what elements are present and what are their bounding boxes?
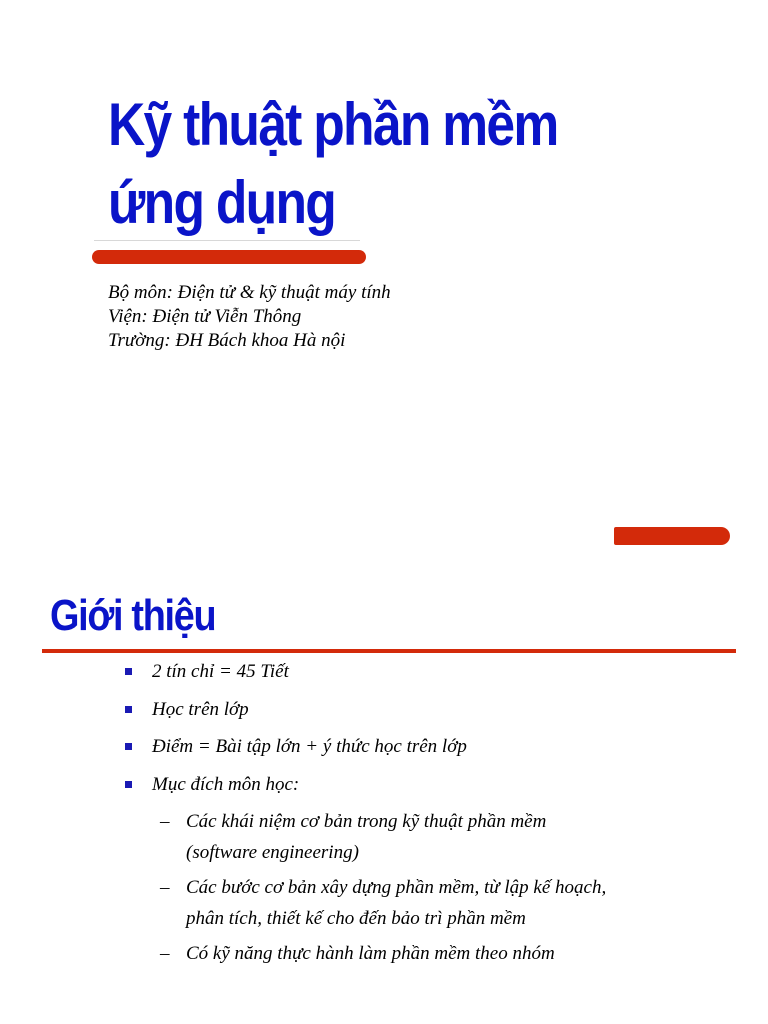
section-title-rule — [42, 649, 736, 653]
square-bullet-icon — [125, 706, 132, 713]
title-accent-bar — [92, 250, 366, 264]
list-item — [124, 696, 744, 734]
list-item — [124, 733, 744, 771]
sub-list-item — [160, 872, 750, 934]
title-divider-thin — [94, 240, 360, 241]
institute-line: Viện: Điện tử Viễn Thông — [108, 306, 302, 327]
sub-bullet-text: Có kỹ năng thực hành làm phần mềm theo nhóm — [186, 943, 555, 964]
bullet-text: Mục đích môn học: — [152, 773, 300, 795]
square-bullet-icon — [125, 668, 132, 675]
slide-title — [108, 86, 590, 242]
square-bullet-icon — [125, 743, 132, 750]
slide-title-line-2: ứng dụng — [108, 169, 336, 236]
sub-bullet-text: (software engineering) — [186, 842, 359, 863]
school-line: Trường: ĐH Bách khoa Hà nội — [108, 330, 346, 351]
bullet-text: 2 tín chỉ = 45 Tiết — [152, 661, 289, 682]
section-title: Giới thiệu — [50, 591, 216, 640]
bullet-text: Học trên lớp — [152, 698, 249, 720]
square-bullet-icon — [125, 781, 132, 788]
dash-icon: – — [160, 811, 170, 832]
dash-icon: – — [160, 877, 170, 898]
department-line: Bộ môn: Điện tử & kỹ thuật máy tính — [108, 282, 391, 303]
section-accent-bar — [614, 527, 730, 545]
sub-bullet-text: phân tích, thiết kế cho đến bảo trì phần mềm — [186, 908, 526, 929]
sub-list-item — [160, 806, 750, 868]
sub-list-item — [160, 938, 750, 969]
course-info — [108, 281, 391, 353]
list-item — [124, 658, 744, 696]
bullet-text: Điểm = Bài tập lớn + ý thức học trên lớp — [152, 736, 467, 757]
slide-title-line-1: Kỹ thuật phần mềm — [108, 91, 558, 158]
dash-icon: – — [160, 943, 170, 964]
sub-bullet-text: Các khái niệm cơ bản trong kỹ thuật phần mềm — [186, 811, 547, 832]
sub-bullet-list — [160, 806, 750, 973]
bullet-list — [124, 658, 744, 808]
sub-bullet-text: Các bước cơ bản xây dựng phần mềm, từ lập kế hoạch, — [186, 877, 607, 898]
list-item — [124, 771, 744, 809]
